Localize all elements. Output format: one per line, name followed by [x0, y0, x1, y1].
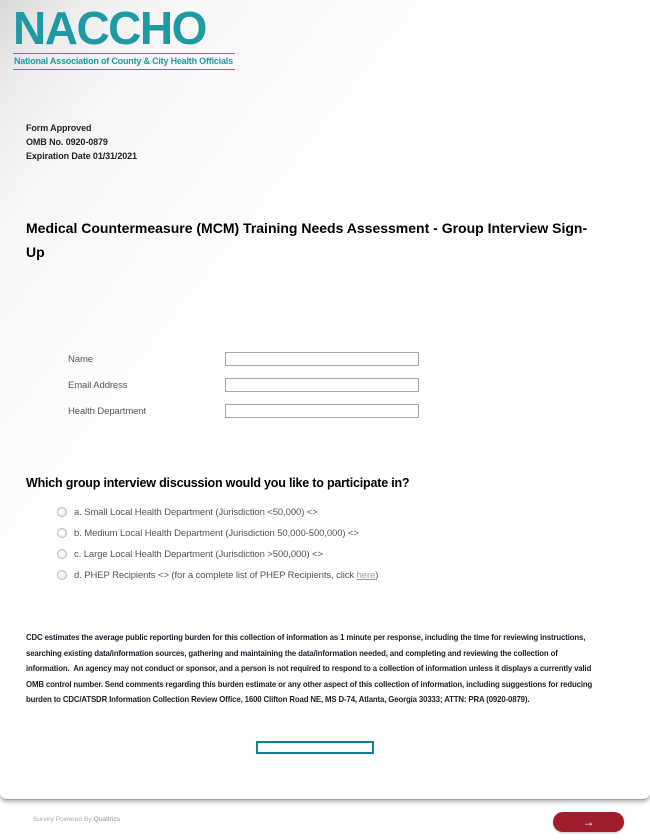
next-button[interactable]: [553, 812, 624, 832]
option-row-phep[interactable]: [57, 569, 378, 590]
next-arrow-icon: →: [582, 815, 595, 829]
phep-here-link[interactable]: here: [356, 570, 376, 581]
radio-phep[interactable]: [57, 570, 67, 580]
option-label-phep[interactable]: [74, 569, 378, 582]
health-department-field-row: [68, 404, 419, 418]
option-label-medium-lhd[interactable]: b. Medium Local Health Department (Jurisdiction 50,000-500,000) <>: [74, 528, 359, 539]
omb-number-line: OMB No. 0920-0879: [26, 137, 108, 147]
radio-large-lhd[interactable]: [57, 549, 67, 559]
option-row-large-lhd[interactable]: [57, 548, 378, 569]
email-label: Email Address: [68, 380, 128, 391]
health-department-input[interactable]: [225, 404, 419, 418]
page-title: Medical Countermeasure (MCM) Training Needs Assessment - Group Interview Sign-Up: [26, 220, 588, 260]
burden-statement: [26, 630, 592, 708]
expiration-date-line: Expiration Date 01/31/2021: [26, 151, 137, 161]
option-phep-text-pre: d. PHEP Recipients <> (for a complete list of PHEP Recipients, click: [74, 570, 357, 581]
option-label-small-lhd[interactable]: a. Small Local Health Department (Jurisdiction <50,000) <>: [74, 507, 318, 518]
naccho-logo-text: NACCHO: [13, 2, 206, 54]
radio-small-lhd[interactable]: [57, 507, 67, 517]
burden-line-2: searching existing data/information sources, gathering and maintaining the data/information needed, and completing and reviewing the collection of: [26, 647, 558, 658]
powered-by-prefix: Survey Powered By: [33, 816, 94, 823]
burden-line-1: CDC estimates the average public reporting burden for this collection of information as 1 minute per response, including the time for reviewing instructions,: [26, 632, 586, 642]
form-approved-block: [26, 121, 137, 163]
option-row-small-lhd[interactable]: [57, 506, 378, 527]
options-group: [57, 506, 378, 590]
powered-by-text: [33, 816, 120, 823]
name-input[interactable]: [225, 352, 419, 366]
burden-line-4: OMB control number. Send comments regarding this burden estimate or any other aspect of this collection of information, including suggestions for reducing: [26, 678, 593, 689]
burden-line-3: information. An agency may not conduct or sponsor, and a person is not required to respond to a collection of information unless it displays a currently valid: [26, 663, 592, 673]
naccho-logo: [13, 4, 235, 70]
option-row-medium-lhd[interactable]: [57, 527, 378, 548]
naccho-tagline: National Association of County & City Health Officials: [13, 53, 235, 70]
option-label-large-lhd[interactable]: c. Large Local Health Department (Jurisdiction >500,000) <>: [74, 549, 323, 560]
qualtrics-link[interactable]: Qualtrics: [93, 816, 121, 823]
option-phep-text-post: ): [375, 570, 379, 581]
health-department-label: Health Department: [68, 406, 147, 417]
email-field-row: [68, 378, 419, 392]
burden-line-5: burden to CDC/ATSDR Information Collection Review Office, 1600 Clifton Road NE, MS D-74, Atlanta, Georgia 30333; ATTN: PRA (0920-0879).: [26, 694, 530, 704]
question-text: Which group interview discussion would you like to participate in?: [26, 476, 410, 490]
name-label: Name: [68, 354, 93, 365]
form-approved-line: Form Approved: [26, 123, 92, 133]
name-field-row: [68, 352, 419, 366]
radio-medium-lhd[interactable]: [57, 528, 67, 538]
email-input[interactable]: [225, 378, 419, 392]
bottom-text-input[interactable]: [256, 741, 374, 754]
